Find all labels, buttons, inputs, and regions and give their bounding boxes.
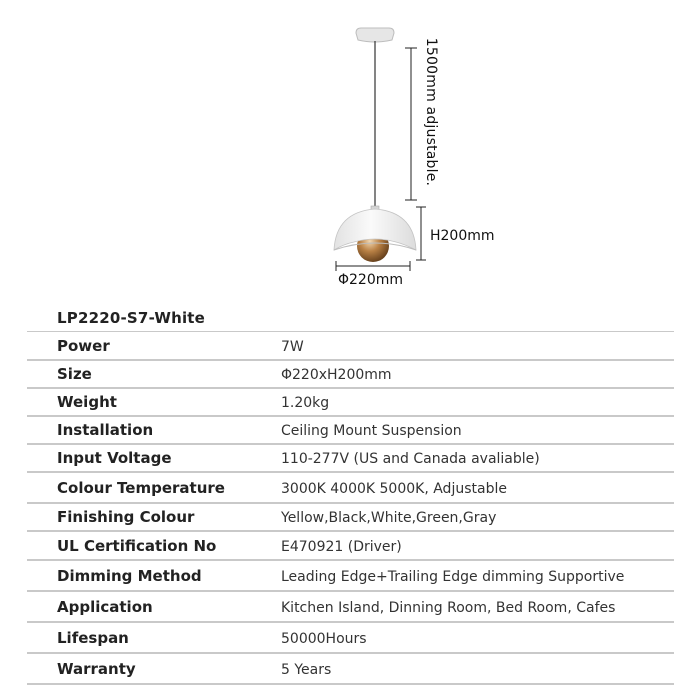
spec-value: Ceiling Mount Suspension (281, 422, 462, 439)
width-dimension-line (336, 261, 410, 271)
pendant-lamp-drawing (0, 0, 700, 300)
spec-value: Leading Edge+Trailing Edge dimming Supportive (281, 568, 625, 585)
spec-table (27, 331, 674, 685)
spec-row-installation (27, 417, 674, 445)
lamp-illustration (0, 0, 700, 300)
spec-value: Φ220xH200mm (281, 366, 392, 383)
spec-label: Power (57, 336, 110, 355)
spec-label: Lifespan (57, 628, 129, 647)
spec-value: Yellow,Black,White,Green,Gray (281, 509, 497, 526)
spec-label: Colour Temperature (57, 478, 225, 497)
spec-value: 3000K 4000K 5000K, Adjustable (281, 480, 507, 497)
spec-label: Warranty (57, 659, 136, 678)
spec-label: Finishing Colour (57, 508, 195, 526)
spec-label: Weight (57, 393, 117, 411)
model-number: LP2220-S7-White (57, 309, 206, 327)
spec-label: Input Voltage (57, 449, 172, 467)
cable-dimension-line (405, 48, 417, 200)
cable-length-label: 1500mm adjustable. (423, 37, 439, 187)
spec-label: UL Certification No (57, 536, 217, 555)
spec-value: 110-277V (US and Canada avaliable) (281, 450, 540, 467)
spec-row-colour-temperature (27, 473, 674, 504)
ceiling-canopy (356, 28, 394, 42)
height-dimension-line (416, 207, 426, 260)
spec-row-dimming-method (27, 561, 674, 592)
spec-value: Kitchen Island, Dinning Room, Bed Room, Cafes (281, 599, 616, 616)
spec-label: Size (57, 365, 92, 383)
height-label: H200mm (430, 228, 495, 244)
diameter-label: Φ220mm (338, 272, 404, 288)
spec-label: Application (57, 597, 153, 616)
spec-value: 7W (281, 338, 304, 355)
spec-value: E470921 (Driver) (281, 538, 402, 555)
spec-row-lifespan (27, 623, 674, 654)
spec-row-application (27, 592, 674, 623)
spec-row-ul-certification (27, 532, 674, 561)
spec-row-power (27, 332, 674, 361)
spec-row-weight (27, 389, 674, 417)
spec-row-finishing-colour (27, 504, 674, 532)
spec-label: Installation (57, 421, 154, 439)
spec-label: Dimming Method (57, 566, 202, 585)
spec-row-size (27, 361, 674, 389)
spec-value: 5 Years (281, 661, 332, 678)
spec-row-input-voltage (27, 445, 674, 473)
spec-row-warranty (27, 654, 674, 685)
spec-value: 50000Hours (281, 630, 367, 647)
spec-value: 1.20kg (281, 394, 330, 411)
